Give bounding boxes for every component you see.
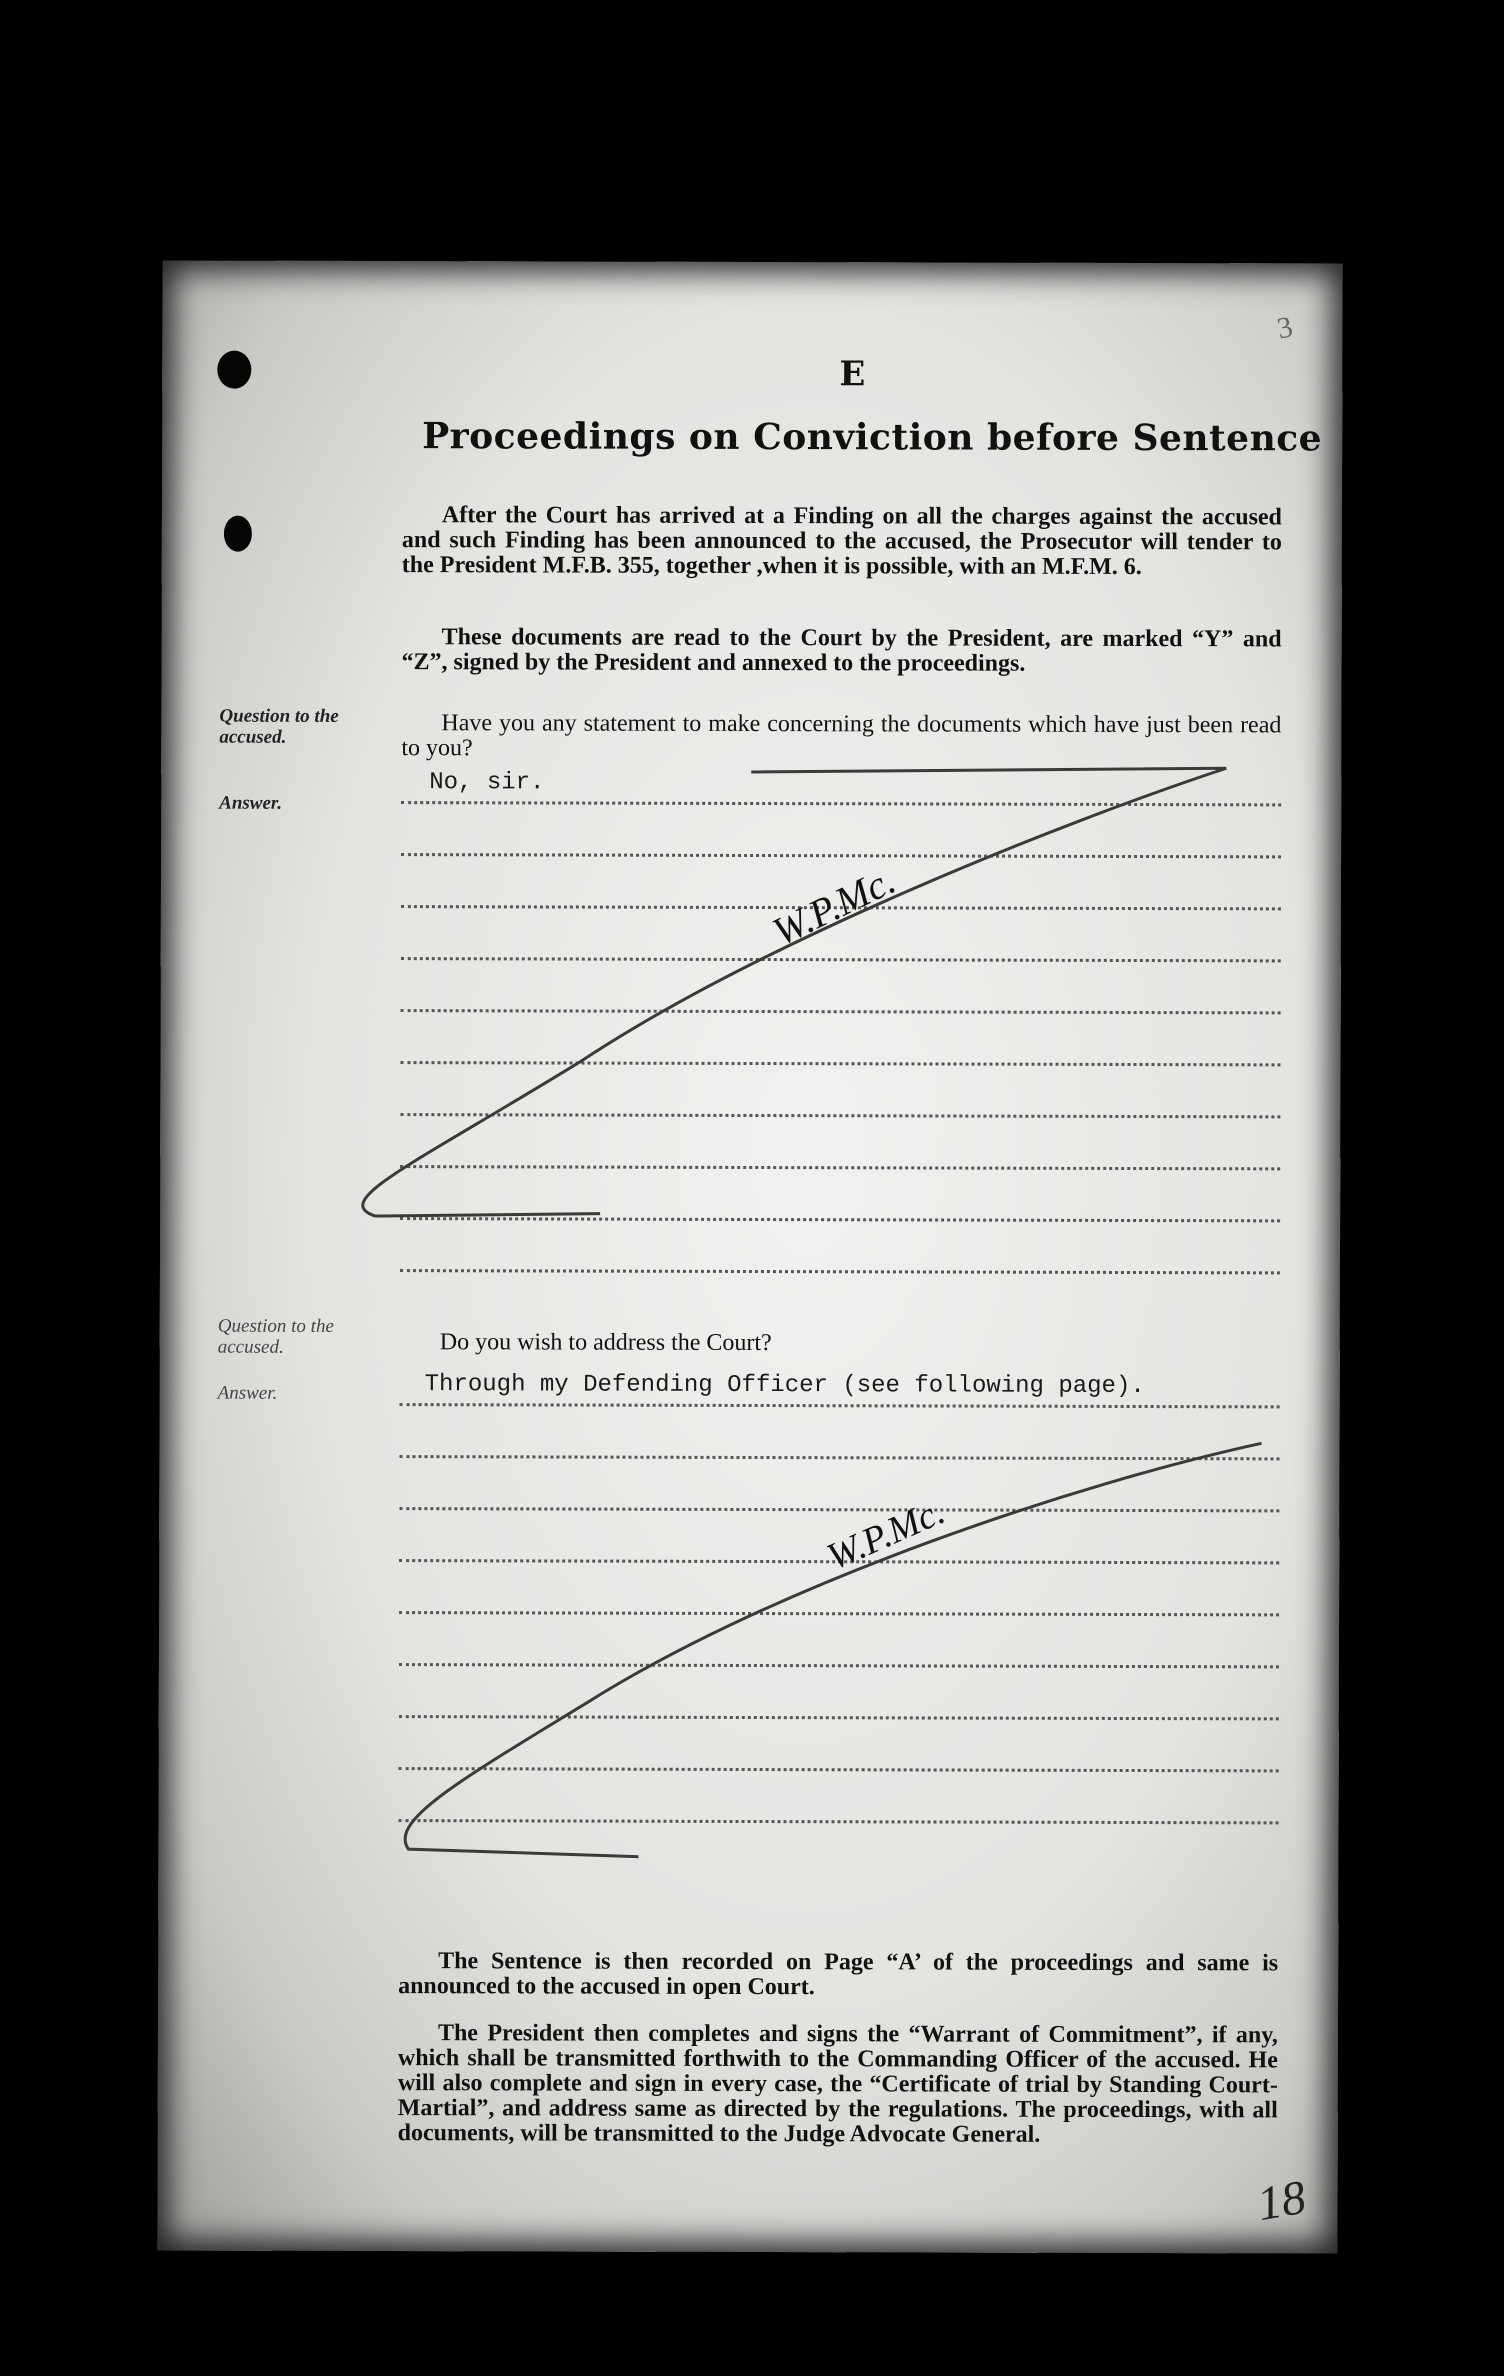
pencil-strike-2: [405, 1441, 1261, 1858]
answer-line: [399, 1767, 1279, 1772]
answer-line: [400, 1269, 1280, 1274]
instruction-paragraph-2: These documents are read to the Court by the President, are marked “Y” and “Z”, signed by the President and annexed to the proceedings.: [401, 624, 1282, 677]
question-1-text: Have you any statement to make concerning the documents which have just been read to you?: [401, 710, 1282, 762]
answer-line: [401, 853, 1281, 858]
page-title: Proceedings on Conviction before Sentence: [422, 415, 1323, 460]
answer-line: [400, 1403, 1280, 1408]
answer-label-2: Answer.: [217, 1382, 278, 1404]
answer-line: [401, 1009, 1281, 1014]
answer-line: [399, 1663, 1279, 1668]
question-label-2: Question to the accused.: [217, 1315, 334, 1358]
answer-line: [399, 1819, 1279, 1824]
answer-line: [399, 1507, 1279, 1512]
answer-line: [400, 1217, 1280, 1222]
instruction-paragraph-1: After the Court has arrived at a Finding on all the charges against the accused and such Finding has been announced to the accused, the Prosecutor will tender to the President M.F.B. 355, together ,when it is possible, with an M.F.M. 6.: [401, 502, 1282, 581]
initials-2: W.P.Mc.: [821, 1490, 951, 1579]
answer-line: [401, 957, 1281, 962]
document-page: [157, 260, 1342, 2253]
answer-line: [401, 1061, 1281, 1066]
folio-number: 18: [1253, 2170, 1310, 2232]
answer-line: [401, 801, 1281, 806]
punch-hole-middle: [224, 516, 252, 552]
answer-label-1: Answer.: [219, 792, 283, 814]
instruction-paragraph-3: The Sentence is then recorded on Page “A’ of the proceedings and same is announced to the accused in open Court.: [398, 1948, 1279, 2001]
answer-2-text: Through my Defending Officer (see following page).: [424, 1371, 1145, 1401]
answer-line: [399, 1455, 1279, 1460]
instruction-paragraph-4: The President then completes and signs the “Warrant of Commitment”, if any, which shall be transmitted forthwith to the Commanding Officer of the accused. He will also complete and sign in every case, the “Certificate of trial by Standing Court-Martial”, and address same as directed by the regulations. The proceedings, with all documents, will be transmitted to the Judge Advocate General.: [397, 2020, 1278, 2148]
punch-hole-top: [217, 351, 251, 389]
question-2-text: Do you wish to address the Court?: [439, 1329, 772, 1357]
answer-line: [399, 1611, 1279, 1616]
answer-line: [399, 1715, 1279, 1720]
section-letter: E: [839, 354, 866, 395]
answer-line: [400, 1165, 1280, 1170]
pencil-strike-1: [363, 766, 1227, 1218]
answer-line: [400, 1113, 1280, 1118]
initials-1: W.P.Mc.: [765, 857, 903, 955]
answer-1-text: No, sir.: [429, 769, 545, 797]
question-label-1: Question to the accused.: [219, 705, 339, 748]
corner-page-number: 3: [1274, 310, 1296, 346]
